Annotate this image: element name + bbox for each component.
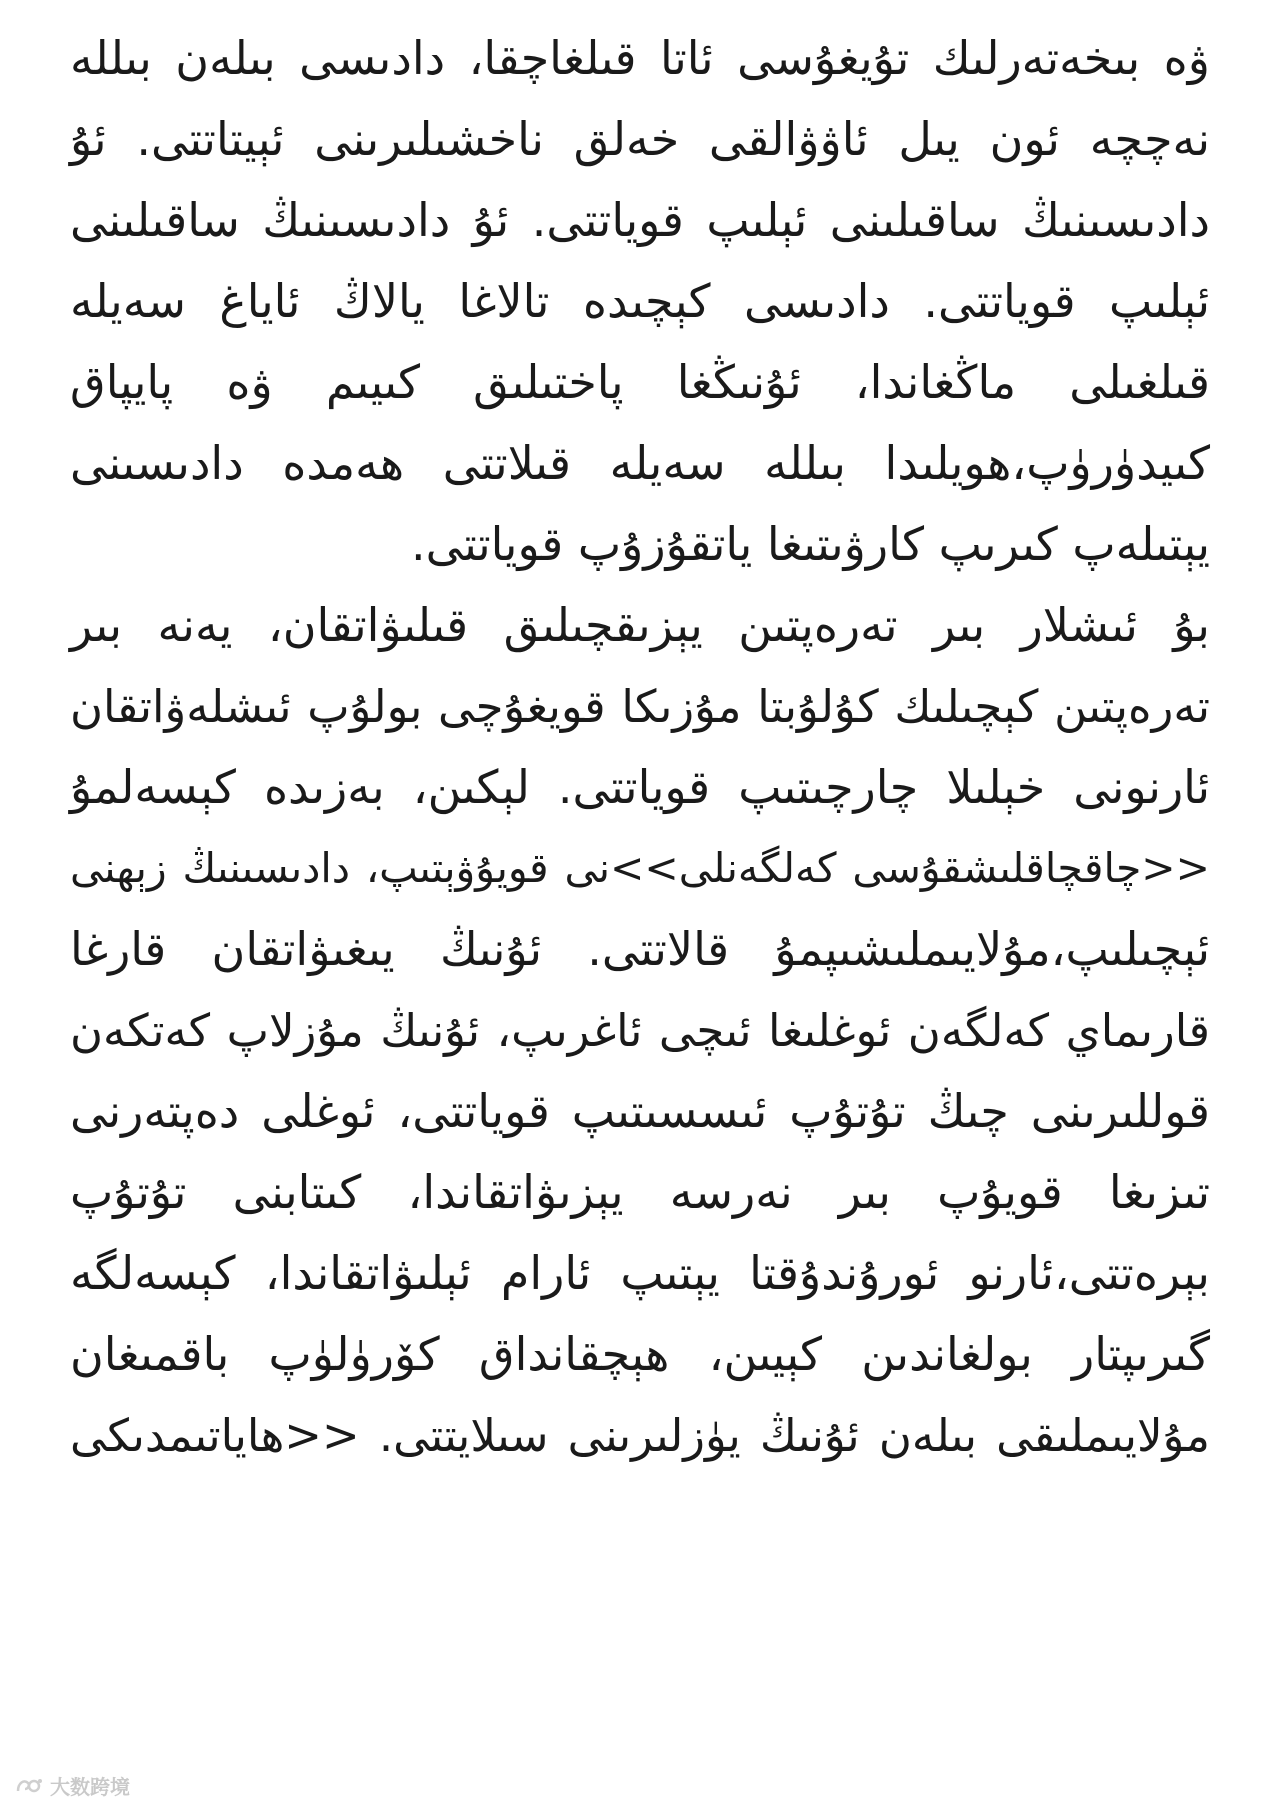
text-line: گىرىپتار بولغاندىن كېيىن، ھېچقانداق كۆرۈلۈپ باقمىغان [70,1327,1210,1381]
text-line: بېرەتتى،ئارنو ئورۇندۇقتا يېتىپ ئارام ئېلىۋاتقاندا، كېسەلگە [70,1246,1210,1300]
text-line: <<چاقچاقلىشقۇسى كەلگەنلى>>نى قويۇۋېتىپ، دادىسىنىڭ زېھنى [70,844,1210,892]
text-line: قوللىرىنى چىڭ تۇتۇپ ئىسسىتىپ قوياتتى، ئوغلى دەپتەرنى [70,1084,1210,1138]
text-line: ئېچىلىپ،مۇلايىملىشىپمۇ قالاتتى. ئۇنىڭ يىغىۋاتقان قارغا [70,922,1210,976]
text-line: ۋە بىخەتەرلىك تۇيغۇسى ئاتا قىلغاچقا، دادىسى بىلەن بىللە [70,31,1210,85]
text-line: قىلغىلى ماڭغاندا، ئۇنىڭغا پاختىلىق كىيىم ۋە پايپاق [70,355,1210,409]
text-line: ئېلىپ قوياتتى. دادىسى كېچىدە تالاغا يالاڭ ئاياغ سەيلە [70,274,1210,328]
text-line: دادىسىنىڭ ساقىلىنى ئېلىپ قوياتتى. ئۇ دادىسىنىڭ ساقىلىنى [70,193,1210,247]
watermark-text: 大数跨境 [50,1775,130,1799]
text-line: بۇ ئىشلار بىر تەرەپتىن يېزىقچىلىق قىلىۋاتقان، يەنە بىر [70,598,1210,652]
text-line: تەرەپتىن كېچىلىك كۇلۇبتا مۇزىكا قويغۇچى بولۇپ ئىشلەۋاتقان [70,680,1210,733]
text-line: كىيدۈرۈپ،ھويلىدا بىللە سەيلە قىلاتتى ھەمدە دادىسىنى [70,436,1210,490]
watermark [14,1771,130,1800]
text-line: قارىماي كەلگەن ئوغلىغا ئىچى ئاغرىپ، ئۇنىڭ مۇزلاپ كەتكەن [70,1004,1210,1057]
text-line: تىزىغا قويۇپ بىر نەرسە يېزىۋاتقاندا، كىتابنى تۇتۇپ [70,1165,1210,1219]
text-line: ئارنونى خېلىلا چارچىتىپ قوياتتى. لېكىن، بەزىدە كېسەلمۇ [70,760,1210,814]
text-line: مۇلايىملىقى بىلەن ئۇنىڭ يۈزلىرىنى سىلايتتى. <<ھاياتىمدىكى [70,1409,1210,1462]
text-line-paragraph-end: يېتىلەپ كىرىپ كارۋىتىغا ياتقۇزۇپ قوياتتى. [411,517,1210,571]
article-body [70,18,1210,1476]
watermark-logo-icon [14,1775,44,1797]
text-line: نەچچە ئون يىل ئاۋۋالقى خەلق ناخشىلىرىنى ئېيتاتتى. ئۇ [70,112,1210,166]
